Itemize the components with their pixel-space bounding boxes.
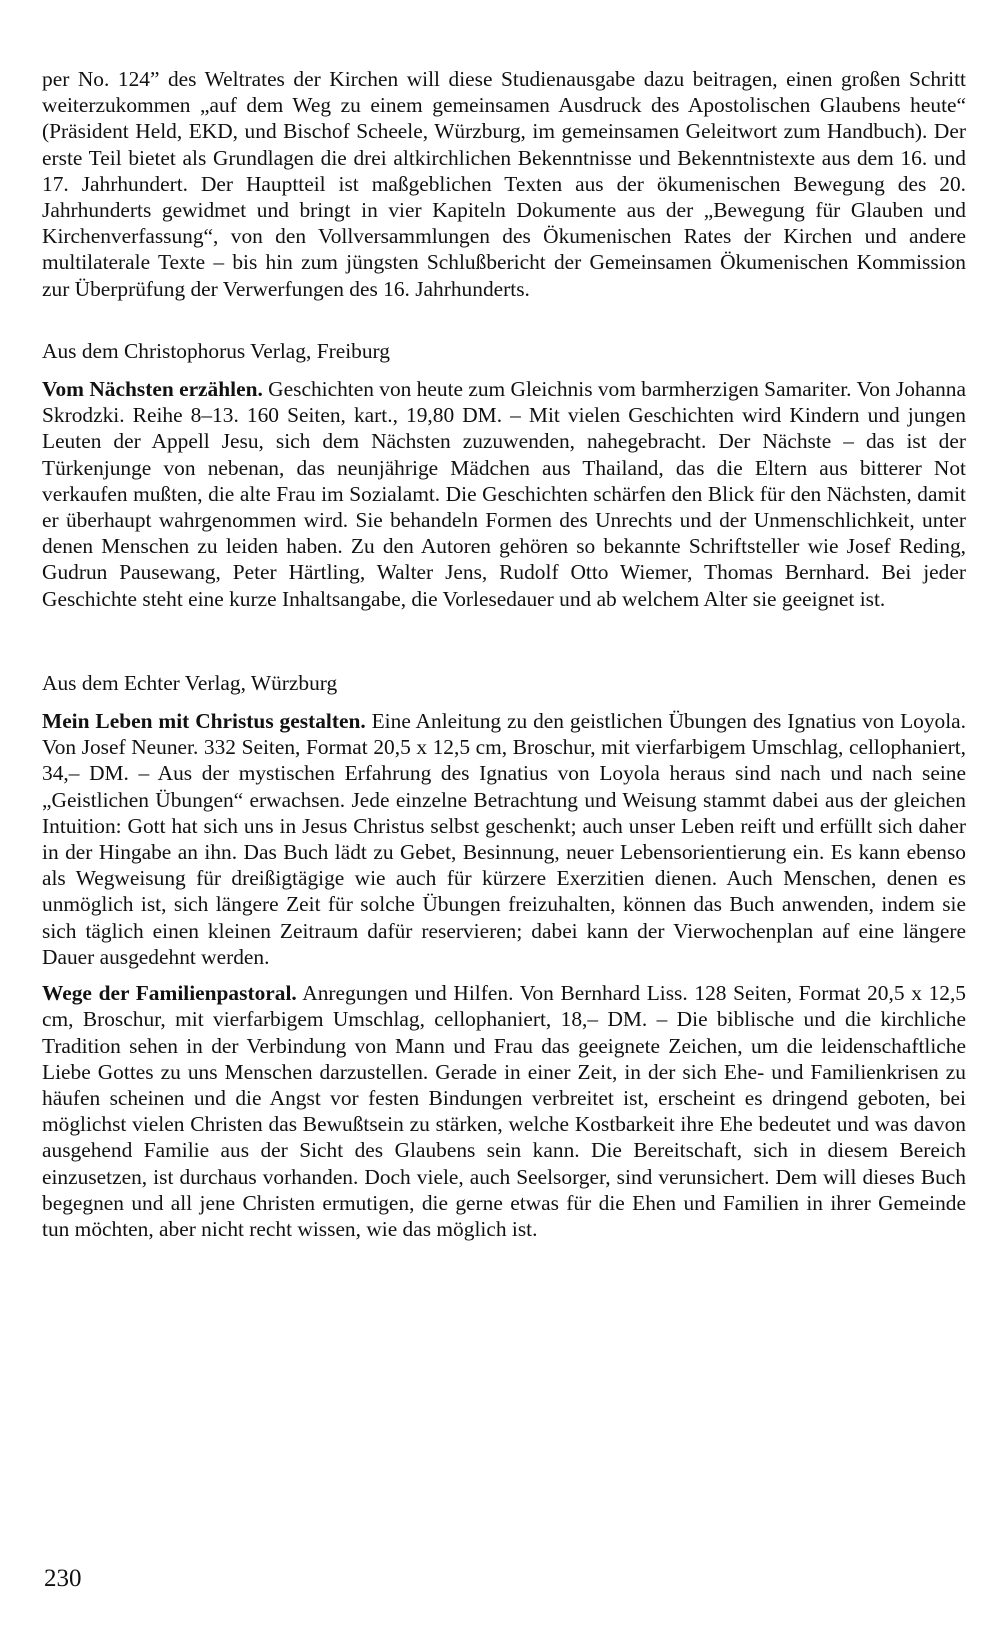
book-title: Vom Nächsten erzählen. — [42, 377, 263, 402]
book-description: Anregungen und Hilfen. Von Bernhard Liss. 128 Seiten, Format 20,5 x 12,5 cm, Broschur, mit vierfarbigem Umschlag, cellophaniert, 18,– DM. – Die biblische und die kirchliche Tradition sehen in der Verbindung von Mann und Frau das geeignete Zeichen, um die leidenschaftliche Liebe Gottes zu uns Menschen darzustellen. Gerade in einer Zeit, in der sich Ehe- und Familienkrisen zu häufen scheinen und die Angst vor festen Bindungen verbreitet ist, erscheint es dringend geboten, bei möglichst vielen Christen das Bewußtsein zu stärken, welche Kostbarkeit ihre Ehe bedeutet und was davon ausgehend Familie aus der Sicht des Glaubens sein kann. Die Bereitschaft, sich in diesem Bereich einzusetzen, ist durchaus vorhanden. Doch viele, auch Seelsorger, sind verunsichert. Dem will dieses Buch begegnen und all jene Christen ermutigen, die gerne etwas für die Ehen und Familien in ihrer Gemeinde tun möchten, aber nicht recht wissen, wie das möglich ist. — [42, 981, 967, 1241]
book-entry — [42, 708, 966, 970]
page-body — [42, 66, 966, 1242]
intro-paragraph: per No. 124” des Weltrates der Kirchen will diese Studienausgabe dazu beitragen, einen großen Schritt weiterzukommen „auf dem Weg zu einem gemeinsamen Ausdruck des Apostolischen Glaubens heute“ (Präsident Held, EKD, und Bischof Scheele, Würzburg, im gemeinsamen Geleitwort zum Handbuch). Der erste Teil bietet als Grundlagen die drei altkirchlichen Bekenntnisse und Bekenntnistexte aus dem 16. und 17. Jahrhundert. Der Hauptteil ist maßgeblichen Texten aus der ökumenischen Bewegung des 20. Jahrhunderts gewidmet und bringt in vier Kapiteln Dokumente aus der „Bewegung für Glauben und Kirchenverfassung“, von den Vollversammlungen des Ökumenischen Rates der Kirchen und andere multilaterale Texte – bis hin zum jüngsten Schlußbericht der Gemeinsamen Ökumenischen Kommission zur Überprüfung der Verwerfungen des 16. Jahrhunderts. — [42, 67, 966, 301]
book-title: Mein Leben mit Christus gestalten. — [42, 709, 366, 734]
section-heading-echter: Aus dem Echter Verlag, Würzburg — [42, 670, 338, 695]
book-description: Eine Anleitung zu den geistlichen Übungen des Ignatius von Loyola. Von Josef Neuner. 332 Seiten, Format 20,5 x 12,5 cm, Broschur, mit vierfarbigem Umschlag, cellophaniert, 34,– DM. – Aus der mystischen Erfahrung des Ignatius von Loyola heraus sind nach und nach seine „Geistlichen Übungen“ erwachsen. Jede einzelne Betrachtung und Weisung stammt dabei aus der gleichen Intuition: Gott hat sich uns in Jesus Christus selbst geschenkt; auch unser Leben reift und erfüllt sich daher in der Hingabe an ihn. Das Buch lädt zu Gebet, Besinnung, neuer Lebensorientierung ein. Es kann ebenso als Wegweisung für dreißigtägige wie auch für kürzere Exerzitien dienen. Auch Menschen, denen es unmöglich ist, sich längere Zeit für solche Übungen freizuhalten, können das Buch anwenden, indem sie sich täglich einen kleinen Zeitraum dafür reservieren; dabei kann der Vierwochenplan auf eine längere Dauer ausgedehnt werden. — [42, 709, 967, 969]
book-title: Wege der Familienpastoral. — [42, 981, 297, 1006]
book-description: Geschichten von heute zum Gleichnis vom barmherzigen Samariter. Von Johanna Skrodzki. Reihe 8–13. 160 Seiten, kart., 19,80 DM. – Mit vielen Geschichten wird Kindern und jungen Leuten der Appell Jesu, sich dem Nächsten zuzuwenden, nahegebracht. Der Nächste – das ist der Türkenjunge von nebenan, das neunjährige Mädchen aus Thailand, das die Eltern aus bitterer Not verkaufen mußten, die alte Frau im Sozialamt. Die Geschichten schärfen den Blick für den Nächsten, damit er überhaupt wahrgenommen wird. Sie behandeln Formen des Unrechts und der Unmenschlichkeit, unter denen Menschen zu leiden haben. Zu den Autoren gehören so bekannte Schriftsteller wie Josef Reding, Gudrun Pausewang, Peter Härtling, Walter Jens, Rudolf Otto Wiemer, Thomas Bernhard. Bei jeder Geschichte steht eine kurze Inhaltsangabe, die Vorlesedauer und ab welchem Alter sie geeignet ist. — [42, 377, 966, 611]
book-entry — [42, 376, 966, 612]
book-entry — [42, 980, 966, 1242]
section-heading-christophorus: Aus dem Christophorus Verlag, Freiburg — [42, 338, 390, 363]
page-number: 230 — [44, 1565, 82, 1592]
